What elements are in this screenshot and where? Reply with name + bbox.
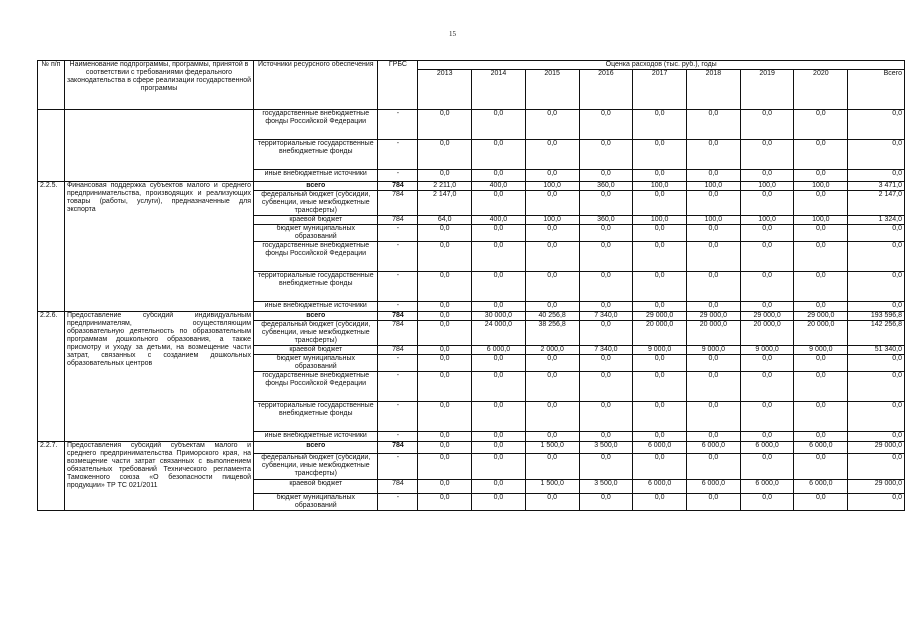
year-value: 0,0 — [418, 302, 472, 312]
year-value: 6 000,0 — [740, 442, 794, 454]
grbs-code: - — [378, 402, 418, 432]
year-value: 0,0 — [418, 494, 472, 511]
grbs-code: - — [378, 355, 418, 372]
year-value: 0,0 — [418, 372, 472, 402]
funding-source: краевой бюджет — [254, 480, 378, 494]
funding-source: всего — [254, 182, 378, 191]
year-value: 6 000,0 — [472, 346, 526, 355]
year-value: 0,0 — [418, 242, 472, 272]
year-value: 0,0 — [687, 355, 741, 372]
year-value: 0,0 — [687, 140, 741, 170]
year-value: 0,0 — [472, 140, 526, 170]
year-value: 2 147,0 — [418, 191, 472, 216]
year-value: 0,0 — [633, 140, 687, 170]
year-value: 0,0 — [525, 355, 579, 372]
header-index: № п/п — [38, 61, 65, 110]
year-value: 0,0 — [418, 225, 472, 242]
funding-source: государственные внебюджетные фонды Российской Федерации — [254, 372, 378, 402]
year-value: 0,0 — [418, 110, 472, 140]
year-value: 0,0 — [472, 272, 526, 302]
table-row — [38, 110, 905, 140]
year-value: 6 000,0 — [794, 442, 848, 454]
year-value: 0,0 — [794, 272, 848, 302]
funding-source: бюджет муниципальных образований — [254, 225, 378, 242]
year-value: 0,0 — [740, 170, 794, 182]
year-value: 0,0 — [687, 110, 741, 140]
year-value: 0,0 — [525, 191, 579, 216]
year-value: 0,0 — [633, 355, 687, 372]
funding-source: всего — [254, 442, 378, 454]
year-value: 0,0 — [740, 402, 794, 432]
year-value: 0,0 — [418, 442, 472, 454]
header-program-name: Наименование подпрограммы, программы, принятой в соответствии с требованиями федерального законодательства в сфере реализации государственной программы — [64, 61, 253, 110]
year-value: 0,0 — [794, 225, 848, 242]
year-value: 9 000,0 — [633, 346, 687, 355]
year-value: 0,0 — [794, 110, 848, 140]
grbs-code: - — [378, 454, 418, 480]
year-value: 0,0 — [472, 432, 526, 442]
total-value: 51 340,0 — [848, 346, 905, 355]
year-value: 0,0 — [794, 432, 848, 442]
year-value: 20 000,0 — [633, 321, 687, 346]
year-value: 9 000,0 — [687, 346, 741, 355]
year-value: 360,0 — [579, 182, 633, 191]
year-value: 0,0 — [418, 140, 472, 170]
year-value: 0,0 — [472, 170, 526, 182]
year-value: 0,0 — [687, 402, 741, 432]
year-value: 29 000,0 — [687, 312, 741, 321]
year-value: 0,0 — [418, 321, 472, 346]
total-value: 193 596,8 — [848, 312, 905, 321]
funding-source: иные внебюджетные источники — [254, 170, 378, 182]
year-value: 0,0 — [740, 272, 794, 302]
year-value: 0,0 — [472, 355, 526, 372]
funding-source: государственные внебюджетные фонды Российской Федерации — [254, 110, 378, 140]
year-value: 6 000,0 — [740, 480, 794, 494]
year-value: 1 500,0 — [525, 480, 579, 494]
program-name: Предоставление субсидий индивидуальным предпринимателям, осуществляющим образовательную деятельность по образовательным программам дошкольного образования, а также присмотру и уходу за детьми, на возмещение части затрат, связанных с созданием дошкольных образовательных центров — [64, 312, 253, 442]
year-value: 0,0 — [740, 110, 794, 140]
program-name — [64, 110, 253, 182]
total-value: 0,0 — [848, 225, 905, 242]
row-index: 2.2.7. — [38, 442, 65, 511]
year-value: 0,0 — [579, 355, 633, 372]
year-value: 0,0 — [794, 170, 848, 182]
year-value: 24 000,0 — [472, 321, 526, 346]
year-value: 0,0 — [687, 225, 741, 242]
year-value: 100,0 — [687, 216, 741, 225]
year-value: 100,0 — [687, 182, 741, 191]
program-name: Предоставления субсидий субъектам малого и среднего предпринимательства Приморского края, на возмещение части затрат связанных с выполнением обязательных требований Технического регламента Таможенного союза «О безопасности пищевой продукции» ТР ТС 021/2011 — [64, 442, 253, 511]
header-year: 2014 — [472, 70, 526, 110]
total-value: 3 471,0 — [848, 182, 905, 191]
year-value: 0,0 — [579, 242, 633, 272]
year-value: 0,0 — [472, 442, 526, 454]
year-value: 0,0 — [472, 480, 526, 494]
year-value: 3 500,0 — [579, 442, 633, 454]
year-value: 30 000,0 — [472, 312, 526, 321]
year-value: 0,0 — [687, 170, 741, 182]
funding-source: всего — [254, 312, 378, 321]
funding-source: иные внебюджетные источники — [254, 432, 378, 442]
year-value: 100,0 — [740, 182, 794, 191]
year-value: 100,0 — [633, 216, 687, 225]
year-value: 0,0 — [579, 494, 633, 511]
total-value: 29 000,0 — [848, 442, 905, 454]
year-value: 0,0 — [525, 454, 579, 480]
funding-source: бюджет муниципальных образований — [254, 355, 378, 372]
year-value: 0,0 — [740, 372, 794, 402]
year-value: 400,0 — [472, 182, 526, 191]
grbs-code: - — [378, 110, 418, 140]
total-value: 0,0 — [848, 170, 905, 182]
year-value: 0,0 — [687, 302, 741, 312]
year-value: 0,0 — [525, 110, 579, 140]
total-value: 0,0 — [848, 242, 905, 272]
grbs-code: 784 — [378, 442, 418, 454]
year-value: 6 000,0 — [687, 480, 741, 494]
year-value: 0,0 — [794, 302, 848, 312]
year-value: 0,0 — [579, 170, 633, 182]
year-value: 1 500,0 — [525, 442, 579, 454]
year-value: 0,0 — [794, 242, 848, 272]
total-value: 0,0 — [848, 402, 905, 432]
funding-source: краевой бюджет — [254, 346, 378, 355]
grbs-code: - — [378, 140, 418, 170]
year-value: 0,0 — [525, 372, 579, 402]
year-value: 0,0 — [418, 272, 472, 302]
year-value: 0,0 — [418, 402, 472, 432]
funding-source: территориальные государственные внебюджетные фонды — [254, 272, 378, 302]
year-value: 9 000,0 — [794, 346, 848, 355]
year-value: 29 000,0 — [633, 312, 687, 321]
table-row — [38, 312, 905, 321]
year-value: 100,0 — [740, 216, 794, 225]
header-year: 2019 — [740, 70, 794, 110]
grbs-code: - — [378, 432, 418, 442]
year-value: 0,0 — [579, 454, 633, 480]
year-value: 0,0 — [633, 494, 687, 511]
year-value: 0,0 — [472, 454, 526, 480]
year-value: 6 000,0 — [794, 480, 848, 494]
year-value: 20 000,0 — [740, 321, 794, 346]
year-value: 400,0 — [472, 216, 526, 225]
year-value: 0,0 — [794, 494, 848, 511]
year-value: 0,0 — [740, 355, 794, 372]
year-value: 0,0 — [579, 372, 633, 402]
budget-table — [37, 60, 905, 511]
year-value: 0,0 — [525, 302, 579, 312]
total-value: 1 324,0 — [848, 216, 905, 225]
year-value: 0,0 — [740, 432, 794, 442]
year-value: 100,0 — [525, 182, 579, 191]
year-value: 0,0 — [633, 432, 687, 442]
funding-source: федеральный бюджет (субсидии, субвенции, иные межбюджетные трансферты) — [254, 191, 378, 216]
year-value: 0,0 — [579, 272, 633, 302]
year-value: 0,0 — [794, 454, 848, 480]
table-row — [38, 182, 905, 191]
year-value: 0,0 — [687, 454, 741, 480]
year-value: 0,0 — [525, 494, 579, 511]
program-name: Финансовая поддержка субъектов малого и среднего предпринимательства, производящих и реализующих товары (работы, услуги), предназначенные для экспорта — [64, 182, 253, 312]
year-value: 0,0 — [794, 402, 848, 432]
funding-source: территориальные государственные внебюджетные фонды — [254, 140, 378, 170]
header-total: Всего — [848, 70, 905, 110]
year-value: 0,0 — [525, 432, 579, 442]
year-value: 0,0 — [740, 225, 794, 242]
year-value: 0,0 — [472, 494, 526, 511]
year-value: 0,0 — [633, 454, 687, 480]
year-value: 0,0 — [687, 272, 741, 302]
total-value: 0,0 — [848, 494, 905, 511]
year-value: 20 000,0 — [794, 321, 848, 346]
grbs-code: - — [378, 372, 418, 402]
year-value: 0,0 — [579, 402, 633, 432]
year-value: 0,0 — [472, 242, 526, 272]
year-value: 3 500,0 — [579, 480, 633, 494]
grbs-code: 784 — [378, 191, 418, 216]
year-value: 0,0 — [579, 225, 633, 242]
row-index — [38, 110, 65, 182]
year-value: 0,0 — [740, 191, 794, 216]
grbs-code: 784 — [378, 182, 418, 191]
year-value: 0,0 — [687, 242, 741, 272]
year-value: 0,0 — [633, 372, 687, 402]
header-expense-estimate: Оценка расходов (тыс. руб.), годы — [418, 61, 905, 70]
row-index: 2.2.5. — [38, 182, 65, 312]
grbs-code: - — [378, 242, 418, 272]
year-value: 40 256,8 — [525, 312, 579, 321]
grbs-code: 784 — [378, 346, 418, 355]
year-value: 0,0 — [740, 140, 794, 170]
year-value: 0,0 — [687, 432, 741, 442]
total-value: 0,0 — [848, 272, 905, 302]
year-value: 7 340,0 — [579, 346, 633, 355]
grbs-code: - — [378, 302, 418, 312]
header-year: 2020 — [794, 70, 848, 110]
header-year: 2017 — [633, 70, 687, 110]
funding-source: бюджет муниципальных образований — [254, 494, 378, 511]
year-value: 0,0 — [525, 140, 579, 170]
year-value: 2 211,0 — [418, 182, 472, 191]
header-year: 2015 — [525, 70, 579, 110]
grbs-code: 784 — [378, 480, 418, 494]
funding-source: иные внебюджетные источники — [254, 302, 378, 312]
year-value: 0,0 — [472, 191, 526, 216]
year-value: 0,0 — [472, 302, 526, 312]
year-value: 7 340,0 — [579, 312, 633, 321]
year-value: 0,0 — [687, 494, 741, 511]
year-value: 0,0 — [794, 140, 848, 170]
year-value: 0,0 — [418, 312, 472, 321]
year-value: 0,0 — [633, 225, 687, 242]
grbs-code: 784 — [378, 321, 418, 346]
year-value: 0,0 — [525, 272, 579, 302]
page-number: 15 — [449, 30, 456, 38]
year-value: 0,0 — [418, 346, 472, 355]
year-value: 6 000,0 — [633, 480, 687, 494]
year-value: 0,0 — [418, 454, 472, 480]
year-value: 20 000,0 — [687, 321, 741, 346]
year-value: 0,0 — [525, 170, 579, 182]
year-value: 0,0 — [525, 402, 579, 432]
year-value: 0,0 — [740, 494, 794, 511]
header-funding-source: Источники ресурсного обеспечения — [254, 61, 378, 110]
year-value: 0,0 — [633, 170, 687, 182]
year-value: 0,0 — [579, 110, 633, 140]
year-value: 0,0 — [579, 321, 633, 346]
year-value: 0,0 — [794, 372, 848, 402]
header-grbs: ГРБС — [378, 61, 418, 110]
table-body — [38, 110, 905, 511]
funding-source: федеральный бюджет (субсидии, субвенции, иные межбюджетные трансферты) — [254, 321, 378, 346]
year-value: 0,0 — [687, 372, 741, 402]
total-value: 0,0 — [848, 454, 905, 480]
year-value: 0,0 — [633, 242, 687, 272]
year-value: 0,0 — [579, 432, 633, 442]
year-value: 0,0 — [740, 242, 794, 272]
year-value: 0,0 — [472, 110, 526, 140]
year-value: 6 000,0 — [687, 442, 741, 454]
funding-source: территориальные государственные внебюджетные фонды — [254, 402, 378, 432]
grbs-code: - — [378, 225, 418, 242]
funding-source: государственные внебюджетные фонды Российской Федерации — [254, 242, 378, 272]
year-value: 0,0 — [472, 372, 526, 402]
row-index: 2.2.6. — [38, 312, 65, 442]
year-value: 0,0 — [418, 480, 472, 494]
year-value: 29 000,0 — [794, 312, 848, 321]
header-year: 2013 — [418, 70, 472, 110]
year-value: 0,0 — [633, 402, 687, 432]
total-value: 142 256,8 — [848, 321, 905, 346]
total-value: 0,0 — [848, 302, 905, 312]
year-value: 0,0 — [687, 191, 741, 216]
year-value: 100,0 — [794, 182, 848, 191]
year-value: 0,0 — [418, 355, 472, 372]
year-value: 0,0 — [525, 225, 579, 242]
year-value: 0,0 — [579, 302, 633, 312]
total-value: 0,0 — [848, 355, 905, 372]
year-value: 64,0 — [418, 216, 472, 225]
year-value: 0,0 — [740, 454, 794, 480]
year-value: 100,0 — [794, 216, 848, 225]
funding-source: федеральный бюджет (субсидии, субвенции, иные межбюджетные трансферты) — [254, 454, 378, 480]
table-row — [38, 442, 905, 454]
year-value: 0,0 — [418, 170, 472, 182]
grbs-code: - — [378, 272, 418, 302]
total-value: 0,0 — [848, 432, 905, 442]
year-value: 0,0 — [633, 302, 687, 312]
year-value: 0,0 — [633, 110, 687, 140]
grbs-code: - — [378, 170, 418, 182]
header-year: 2016 — [579, 70, 633, 110]
year-value: 0,0 — [794, 355, 848, 372]
year-value: 0,0 — [472, 402, 526, 432]
year-value: 2 000,0 — [525, 346, 579, 355]
year-value: 38 256,8 — [525, 321, 579, 346]
year-value: 360,0 — [579, 216, 633, 225]
year-value: 29 000,0 — [740, 312, 794, 321]
year-value: 9 000,0 — [740, 346, 794, 355]
grbs-code: - — [378, 494, 418, 511]
total-value: 0,0 — [848, 110, 905, 140]
year-value: 0,0 — [418, 432, 472, 442]
grbs-code: 784 — [378, 312, 418, 321]
year-value: 0,0 — [633, 272, 687, 302]
funding-source: краевой бюджет — [254, 216, 378, 225]
total-value: 0,0 — [848, 372, 905, 402]
year-value: 0,0 — [740, 302, 794, 312]
table-header — [38, 61, 905, 110]
year-value: 100,0 — [633, 182, 687, 191]
year-value: 0,0 — [525, 242, 579, 272]
total-value: 2 147,0 — [848, 191, 905, 216]
year-value: 0,0 — [579, 191, 633, 216]
year-value: 100,0 — [525, 216, 579, 225]
total-value: 29 000,0 — [848, 480, 905, 494]
header-year: 2018 — [687, 70, 741, 110]
total-value: 0,0 — [848, 140, 905, 170]
year-value: 0,0 — [579, 140, 633, 170]
grbs-code: 784 — [378, 216, 418, 225]
year-value: 0,0 — [794, 191, 848, 216]
year-value: 6 000,0 — [633, 442, 687, 454]
year-value: 0,0 — [633, 191, 687, 216]
year-value: 0,0 — [472, 225, 526, 242]
